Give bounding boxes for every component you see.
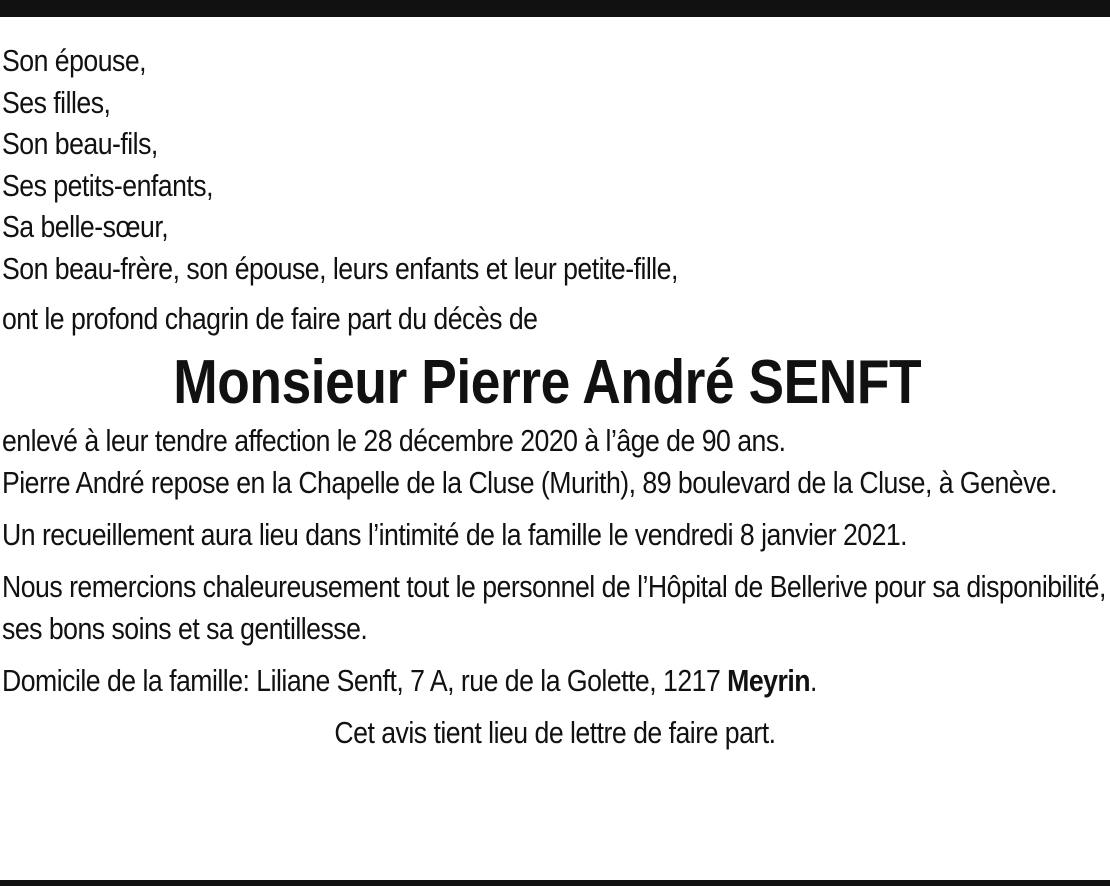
relative-line: Son beau-fils, — [2, 126, 158, 161]
obituary-notice — [2, 40, 1108, 754]
deceased-name: Monsieur Pierre André SENFT — [173, 348, 922, 417]
ceremony-info: Un recueillement aura lieu dans l’intimité de la famille le vendredi 8 janvier 2021. — [2, 517, 908, 552]
death-details: enlevé à leur tendre affection le 28 décembre 2020 à l’âge de 90 ans. — [2, 423, 786, 458]
relative-line: Son épouse, — [2, 43, 147, 78]
relative-line: Sa belle-sœur, — [2, 209, 169, 244]
address-suffix: . — [809, 663, 817, 698]
relative-line: Son beau-frère, son épouse, leurs enfants et leur petite-fille, — [2, 250, 678, 286]
resting-place: Pierre André repose en la Chapelle de la Cluse (Murith), 89 boulevard de la Cluse, à Genève. — [2, 465, 1058, 500]
family-address — [2, 660, 1108, 702]
announcement-intro: ont le profond chagrin de faire part du décès de — [2, 301, 538, 336]
top-border — [0, 0, 1110, 17]
relative-line: Ses petits-enfants, — [2, 167, 214, 203]
address-text: Domicile de la famille: Liliane Senft, 7 A, rue de la Golette, 1217 — [2, 663, 728, 698]
thanks-message: Nous remercions chaleureusement tout le personnel de l’Hôpital de Bellerive pour sa disponibilité, ses bons soins et sa gentillesse. — [2, 569, 1106, 646]
bottom-border — [0, 880, 1110, 886]
relative-line: Ses filles, — [2, 84, 111, 120]
closing-note: Cet avis tient lieu de lettre de faire part. — [334, 715, 776, 750]
relatives-list — [2, 40, 1108, 289]
address-city: Meyrin — [727, 663, 810, 698]
